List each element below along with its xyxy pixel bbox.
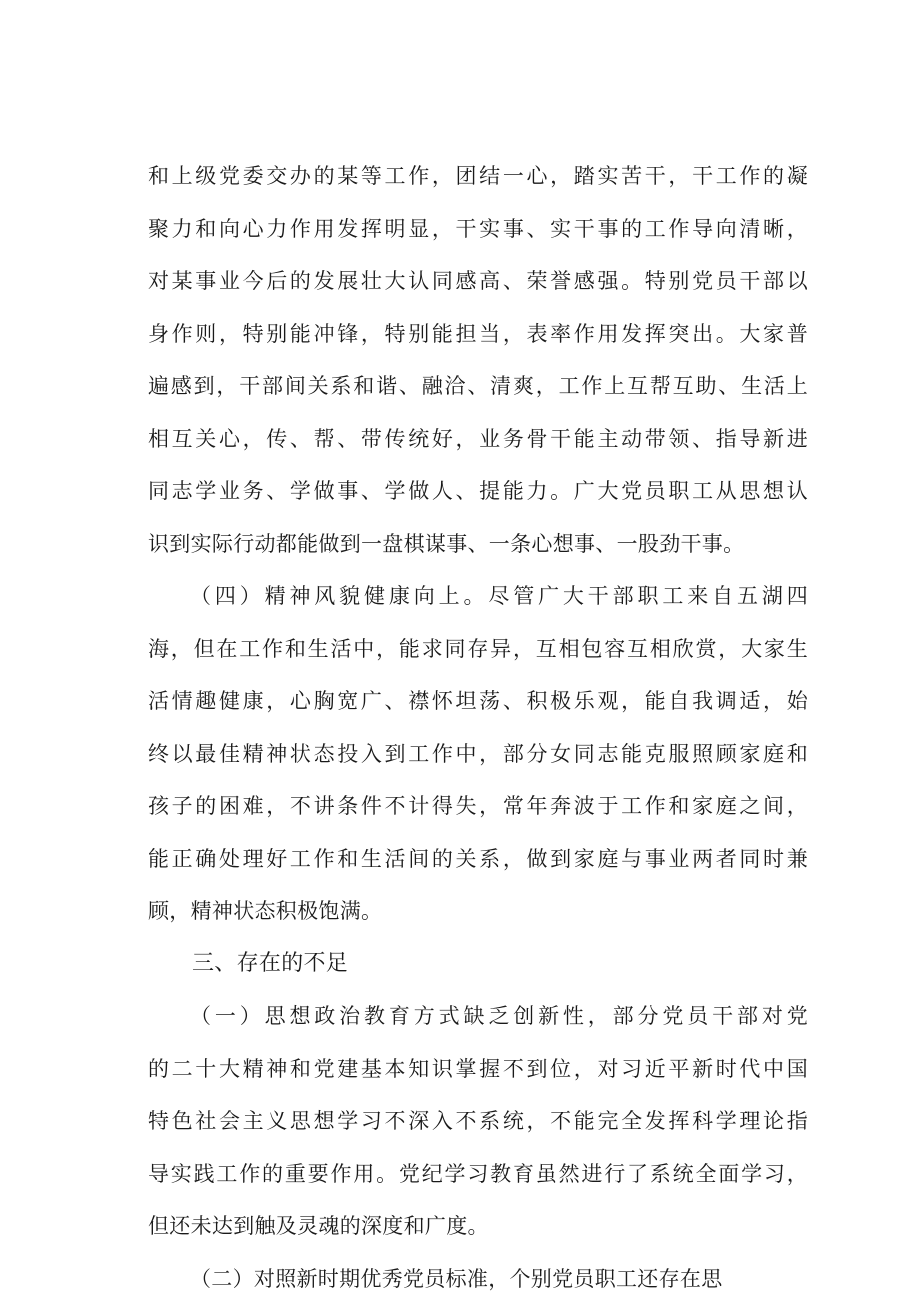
paragraph-shortcoming-two	[148, 1253, 808, 1305]
text-line: （一）思想政治教育方式缺乏创新性，部分党员干部对党	[148, 990, 808, 1043]
paragraph-shortcoming-one	[148, 990, 808, 1253]
text-line: 顾，精神状态积极饱满。	[148, 885, 808, 938]
text-line: 遍感到，干部间关系和谐、融洽、清爽，工作上互帮互助、生活上	[148, 360, 808, 413]
text-line: 但还未达到触及灵魂的深度和广度。	[148, 1200, 808, 1253]
text-line: 身作则，特别能冲锋，特别能担当，表率作用发挥突出。大家普	[148, 308, 808, 361]
text-line: 和上级党委交办的某等工作，团结一心，踏实苦干，干工作的凝	[148, 150, 808, 203]
document-body	[148, 150, 808, 1305]
text-line: 识到实际行动都能做到一盘棋谋事、一条心想事、一股劲干事。	[148, 518, 808, 571]
text-line: 对某事业今后的发展壮大认同感高、荣誉感强。特别党员干部以	[148, 255, 808, 308]
text-line: 特色社会主义思想学习不深入不系统，不能完全发挥科学理论指	[148, 1095, 808, 1148]
text-line: （四）精神风貌健康向上。尽管广大干部职工来自五湖四	[148, 570, 808, 623]
text-line: 同志学业务、学做事、学做人、提能力。广大党员职工从思想认	[148, 465, 808, 518]
paragraph-continuation	[148, 150, 808, 570]
section-heading: 三、存在的不足	[148, 938, 808, 991]
text-line: 海，但在工作和生活中，能求同存异，互相包容互相欣赏，大家生	[148, 623, 808, 676]
text-line: 活情趣健康，心胸宽广、襟怀坦荡、积极乐观，能自我调适，始	[148, 675, 808, 728]
text-line: （二）对照新时期优秀党员标准，个别党员职工还存在思	[148, 1253, 808, 1305]
text-line: 能正确处理好工作和生活间的关系，做到家庭与事业两者同时兼	[148, 833, 808, 886]
text-line: 导实践工作的重要作用。党纪学习教育虽然进行了系统全面学习，	[148, 1148, 808, 1201]
text-line: 终以最佳精神状态投入到工作中，部分女同志能克服照顾家庭和	[148, 728, 808, 781]
text-line: 聚力和向心力作用发挥明显，干实事、实干事的工作导向清晰，	[148, 203, 808, 256]
text-line: 的二十大精神和党建基本知识掌握不到位，对习近平新时代中国	[148, 1043, 808, 1096]
text-line: 相互关心，传、帮、带传统好，业务骨干能主动带领、指导新进	[148, 413, 808, 466]
paragraph-spirit	[148, 570, 808, 938]
text-line: 孩子的困难，不讲条件不计得失，常年奔波于工作和家庭之间，	[148, 780, 808, 833]
